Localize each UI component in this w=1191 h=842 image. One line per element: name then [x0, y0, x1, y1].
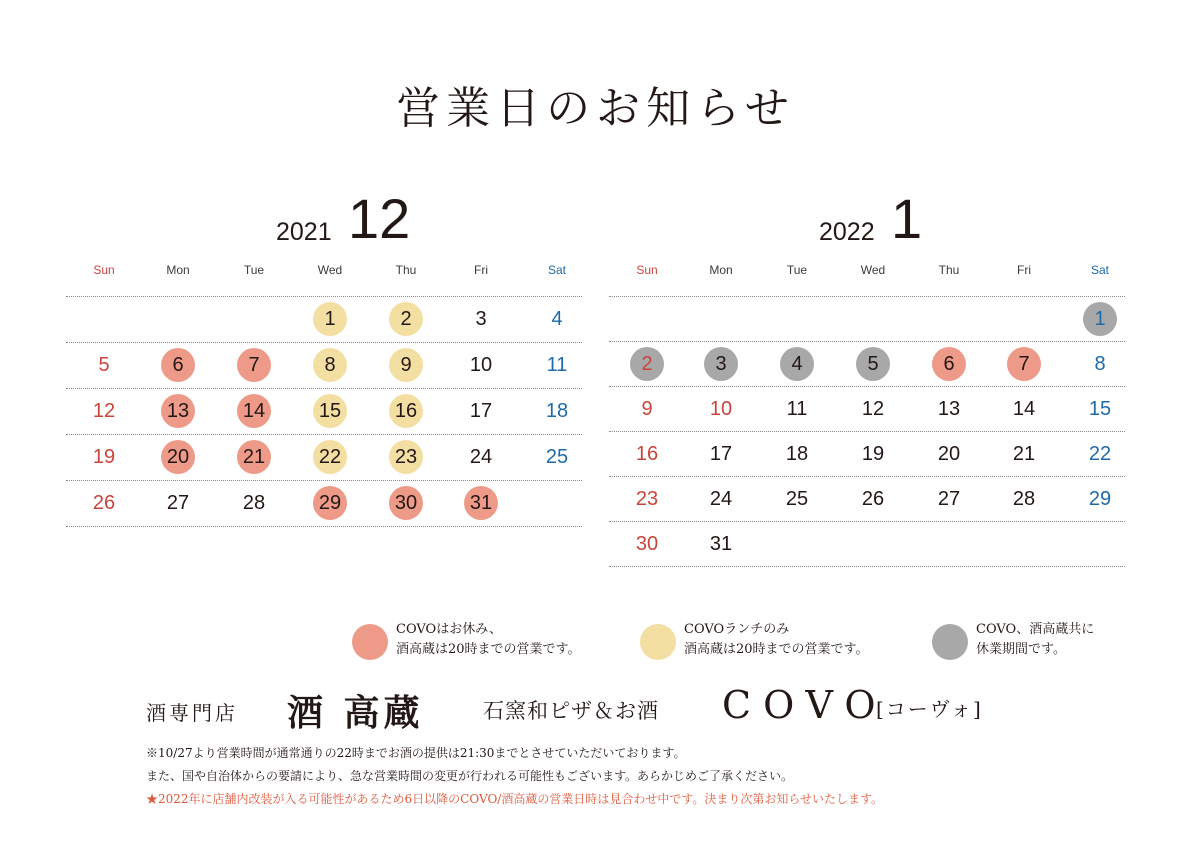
legend-line: 酒高蔵は20時までの営業です。 [396, 642, 581, 657]
row-divider [66, 342, 582, 343]
calendar-day: 16 [389, 394, 423, 428]
calendar-year: 2021 [276, 218, 332, 246]
calendar-day: 13 [161, 394, 195, 428]
calendar-day: 18 [545, 400, 569, 422]
calendar-day: 26 [861, 487, 885, 510]
row-divider [609, 386, 1125, 387]
calendar-day: 31 [464, 486, 498, 520]
row-divider [66, 526, 582, 527]
calendar-day: 13 [937, 397, 961, 420]
legend-dot-gray [932, 624, 968, 660]
page-title: 営業日のお知らせ [396, 83, 795, 134]
calendar-day: 17 [469, 400, 493, 422]
row-divider [609, 476, 1125, 477]
calendar-day: 16 [635, 442, 659, 465]
calendar-day: 9 [389, 348, 423, 382]
weekday-sun: Sun [93, 263, 115, 277]
calendar-day: 30 [635, 532, 659, 555]
row-divider [66, 434, 582, 435]
row-divider [609, 521, 1125, 522]
weekday-wed: Wed [860, 263, 886, 277]
calendar-day: 11 [786, 397, 808, 420]
legend-line: COVO、酒高蔵共に [976, 622, 1095, 637]
legend-line: COVOはお休み、 [396, 622, 502, 637]
legend-dot-yellow [640, 624, 676, 660]
legend-text [976, 620, 1094, 660]
calendar-day: 29 [1088, 487, 1112, 510]
calendar-day: 26 [92, 492, 116, 514]
calendar-day: 28 [1012, 487, 1036, 510]
calendar-day: 23 [389, 440, 423, 474]
weekday-thu: Thu [938, 263, 960, 277]
weekday-sun: Sun [636, 263, 658, 277]
legend-line: 休業期間です。 [976, 642, 1066, 657]
calendar-day: 18 [785, 442, 809, 465]
weekday-header [66, 263, 582, 279]
calendar-day: 3 [704, 347, 738, 381]
calendar-day: 17 [709, 442, 733, 465]
legend-line: 酒高蔵は20時までの営業です。 [684, 642, 869, 657]
calendar-day: 22 [313, 440, 347, 474]
weekday-mon: Mon [166, 263, 190, 277]
calendar-day: 10 [469, 354, 493, 376]
calendar-day: 12 [92, 400, 116, 422]
weekday-wed: Wed [317, 263, 343, 277]
calendar-day: 2 [389, 302, 423, 336]
calendar-day: 11 [546, 354, 568, 376]
calendar-day: 21 [1012, 442, 1036, 465]
calendar-day: 3 [475, 308, 487, 330]
calendar-day: 7 [237, 348, 271, 382]
calendar-day: 14 [1012, 397, 1036, 420]
calendar-day: 15 [313, 394, 347, 428]
legend-text [684, 620, 869, 660]
calendar-day: 6 [932, 347, 966, 381]
calendar-day: 5 [98, 354, 110, 376]
legend-text [396, 620, 581, 660]
calendar-year: 2022 [819, 218, 875, 246]
calendar-day: 29 [313, 486, 347, 520]
calendar-month: 1 [891, 187, 923, 250]
row-divider [66, 296, 582, 297]
calendar-day: 1 [1083, 302, 1117, 336]
calendar-day: 20 [937, 442, 961, 465]
weekday-sat: Sat [1090, 263, 1109, 277]
calendar-day: 12 [861, 397, 885, 420]
shop2-prefix: 石窯和ピザ＆お酒 [483, 699, 659, 723]
calendar-day: 15 [1088, 397, 1112, 420]
shop2-name: COVO [722, 683, 888, 727]
shop2-reading: [コーヴォ] [876, 697, 983, 721]
calendar-day: 1 [313, 302, 347, 336]
row-divider [609, 341, 1125, 342]
row-divider [609, 431, 1125, 432]
weekday-fri: Fri [1017, 263, 1031, 277]
row-divider [66, 480, 582, 481]
shop1-prefix: 酒専門店 [146, 701, 238, 725]
calendar-day: 25 [545, 446, 569, 468]
weekday-sat: Sat [547, 263, 566, 277]
calendar-month: 12 [348, 187, 411, 250]
calendar-day: 30 [389, 486, 423, 520]
calendar-day: 27 [166, 492, 190, 514]
calendar-day: 20 [161, 440, 195, 474]
calendar-day: 25 [785, 487, 809, 510]
weekday-tue: Tue [786, 263, 808, 277]
brand-row [0, 683, 1191, 733]
calendar-header [66, 185, 582, 255]
note-line: ※10/27より営業時間が通常通りの22時までお酒の提供は21:30までとさせていただいております。 [146, 746, 686, 760]
calendar-day: 23 [635, 487, 659, 510]
calendar-day: 2 [630, 347, 664, 381]
legend-dot-salmon [352, 624, 388, 660]
calendar-day: 6 [161, 348, 195, 382]
calendar-day: 8 [1094, 352, 1106, 375]
row-divider [609, 566, 1125, 567]
note-warning: ★2022年に店舗内改装が入る可能性があるため6日以降のCOVO/酒高蔵の営業日時は見合わせ中です。決まり次第お知らせいたします。 [146, 792, 884, 806]
row-divider [609, 296, 1125, 297]
calendar-header [609, 185, 1125, 255]
weekday-thu: Thu [395, 263, 417, 277]
calendar-day: 28 [242, 492, 266, 514]
calendar-day: 24 [709, 487, 733, 510]
note-line: また、国や自治体からの要請により、急な営業時間の変更が行われる可能性もございます。あらかじめご了承ください。 [146, 769, 794, 783]
calendar-day: 5 [856, 347, 890, 381]
shop1-name: 酒 高蔵 [287, 692, 424, 734]
calendar-day: 4 [780, 347, 814, 381]
calendar-day: 8 [313, 348, 347, 382]
calendar-day: 9 [641, 397, 653, 420]
weekday-mon: Mon [709, 263, 733, 277]
notes [146, 742, 1166, 811]
weekday-tue: Tue [243, 263, 265, 277]
calendar-day: 19 [861, 442, 885, 465]
weekday-fri: Fri [474, 263, 488, 277]
calendar-day: 4 [551, 308, 563, 330]
calendar-day: 7 [1007, 347, 1041, 381]
calendar-day: 14 [237, 394, 271, 428]
calendar-day: 19 [92, 446, 116, 468]
calendar-day: 31 [709, 532, 733, 555]
row-divider [66, 388, 582, 389]
calendar-day: 21 [237, 440, 271, 474]
weekday-header [609, 263, 1125, 279]
calendar-day: 10 [709, 397, 733, 420]
calendar-day: 27 [937, 487, 961, 510]
calendar-day: 24 [469, 446, 493, 468]
calendar-day: 22 [1088, 442, 1112, 465]
legend-line: COVOランチのみ [684, 622, 790, 637]
